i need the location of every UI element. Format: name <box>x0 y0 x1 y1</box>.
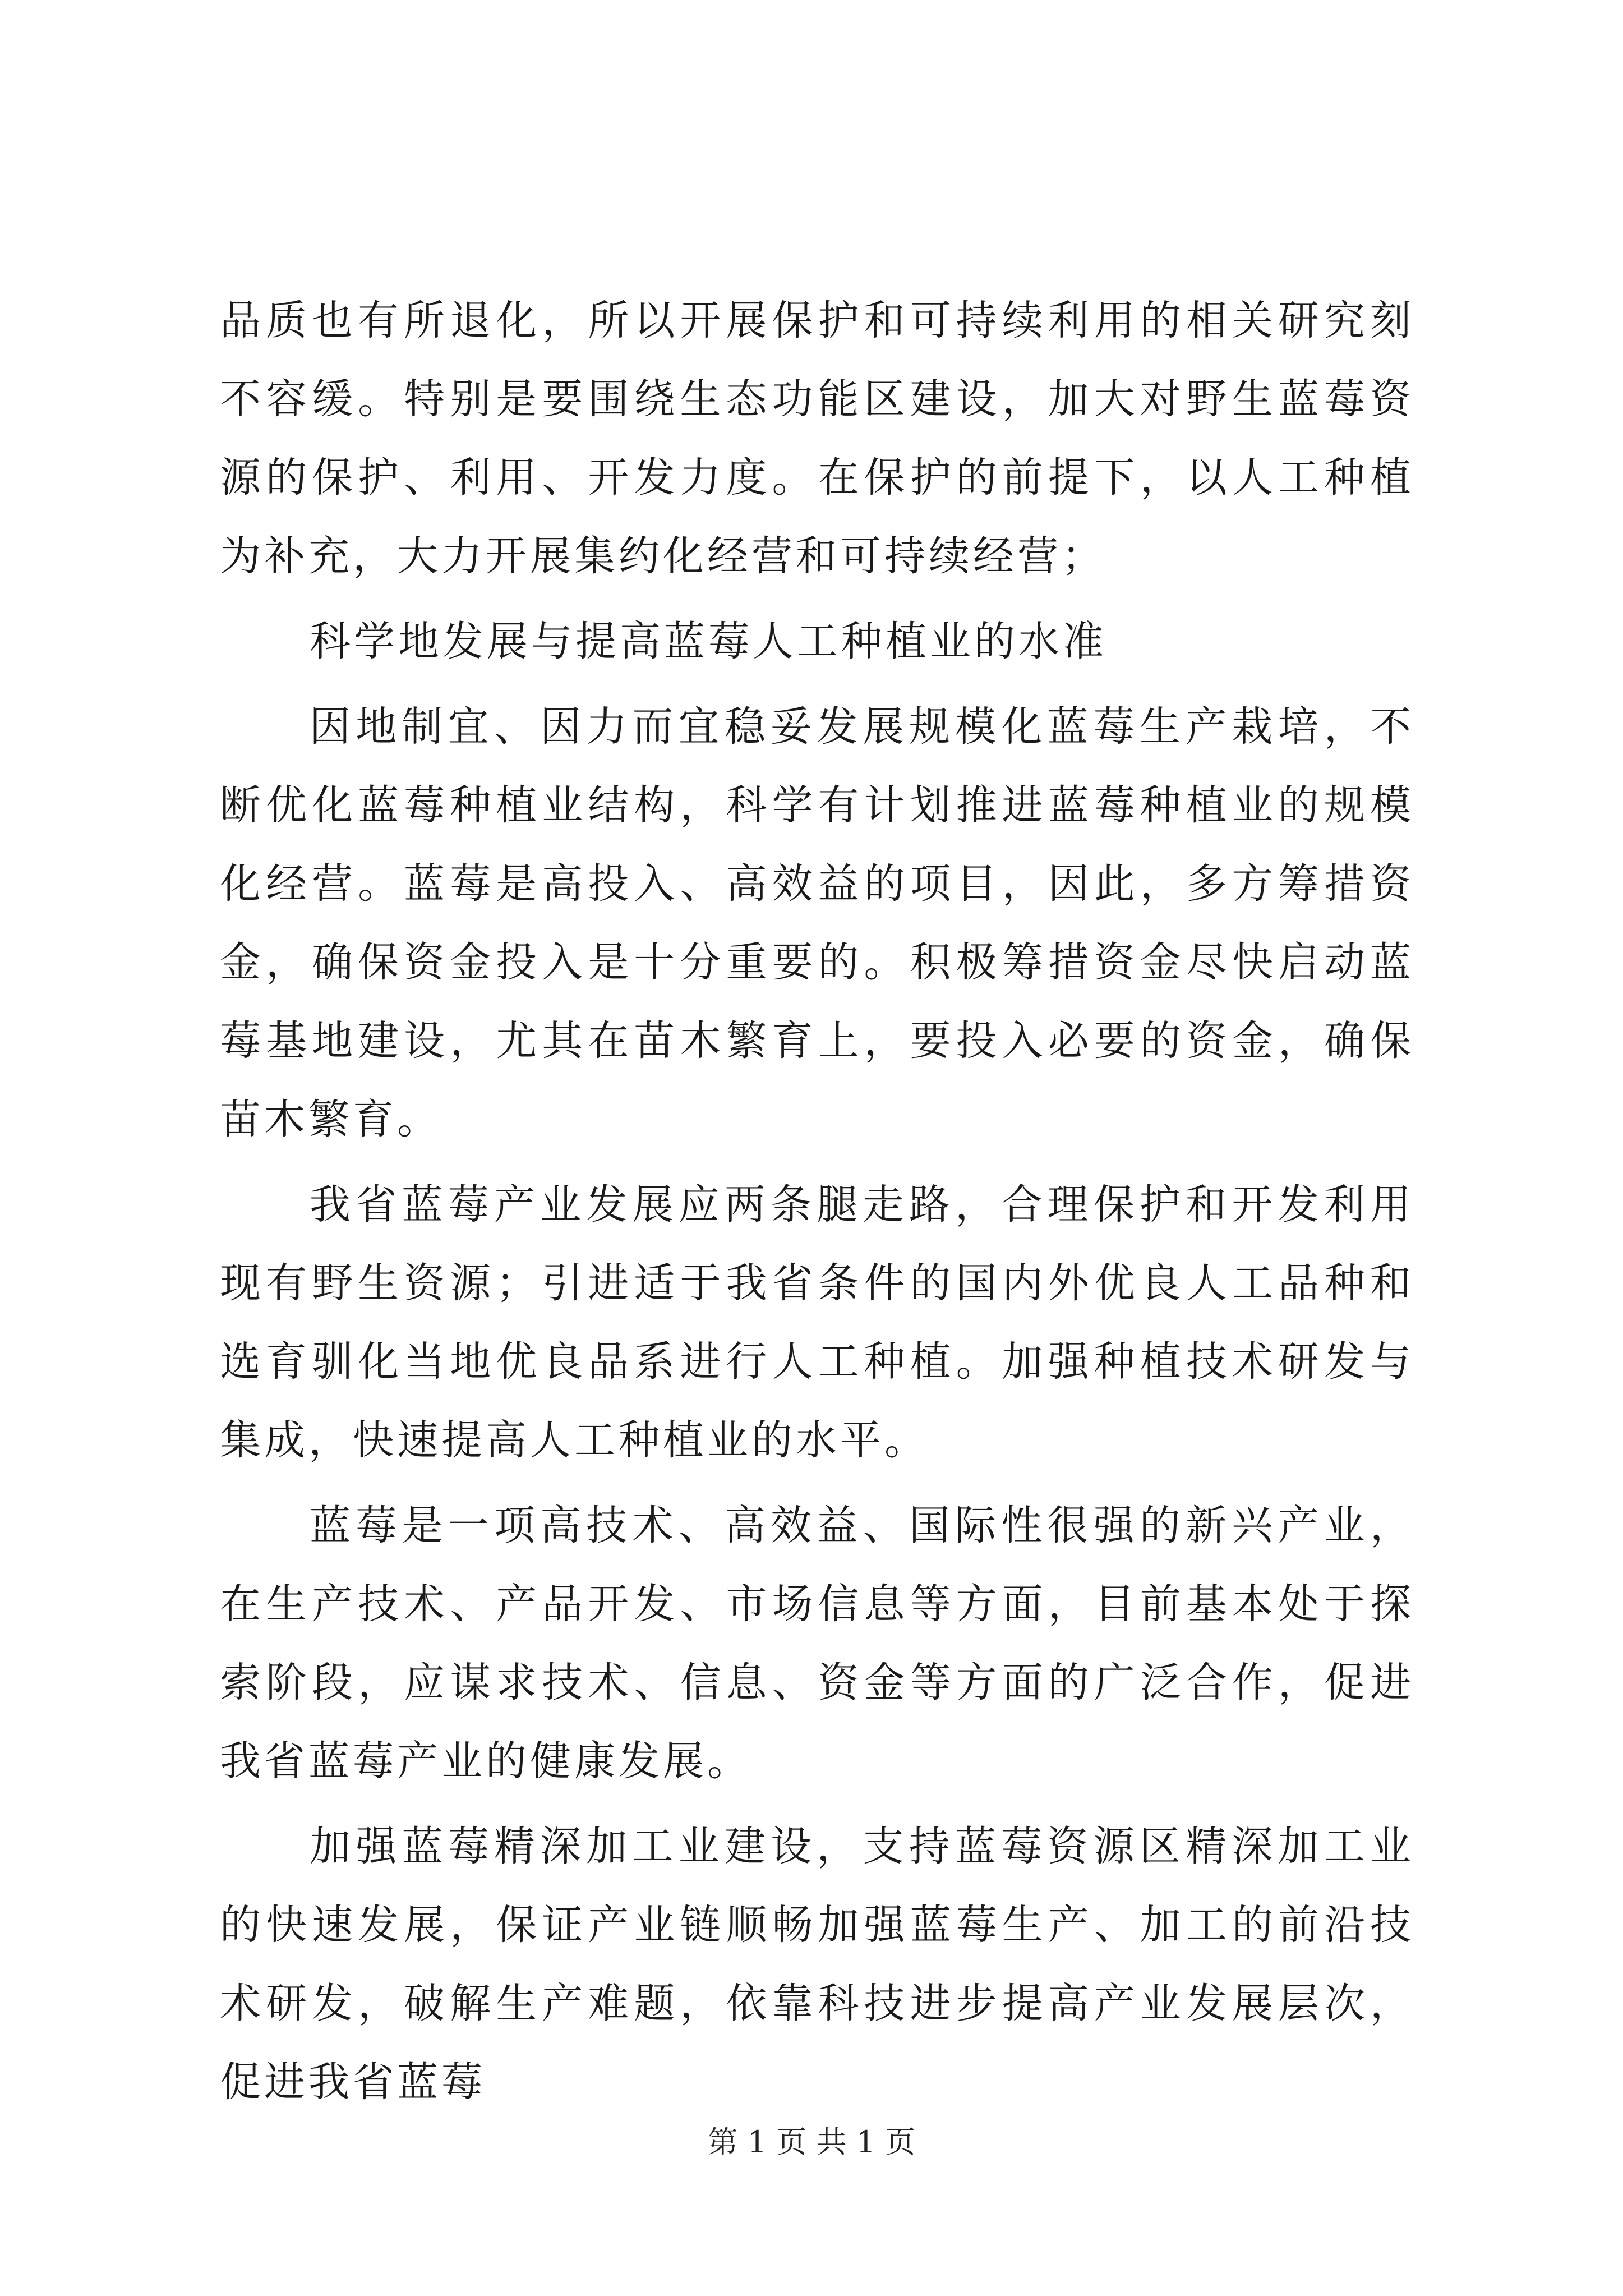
paragraph: 因地制宜、因力而宜稳妥发展规模化蓝莓生产栽培，不断优化蓝莓种植业结构，科学有计划推进蓝莓种植业的规模化经营。蓝莓是高投入、高效益的项目，因此，多方筹措资金，确保资金投入是十分重要的。积极筹措资金尽快启动蓝莓基地建设，尤其在苗木繁育上，要投入必要的资金，确保苗木繁育。 <box>220 703 1414 1143</box>
document-body <box>220 282 1414 2122</box>
section-heading: 科学地发展与提高蓝莓人工种植业的水准 <box>310 618 1107 665</box>
page-footer: 第 1 页 共 1 页 <box>707 2124 916 2160</box>
paragraph: 我省蓝莓产业发展应两条腿走路，合理保护和开发利用现有野生资源；引进适于我省条件的国内外优良人工品种和选育驯化当地优良品系进行人工种植。加强种植技术研发与集成，快速提高人工种植业的水平。 <box>220 1181 1414 1464</box>
paragraph: 加强蓝莓精深加工业建设，支持蓝莓资源区精深加工业的快速发展，保证产业链顺畅加强蓝莓生产、加工的前沿技术研发，破解生产难题，依靠科技进步提高产业发展层次，促进我省蓝莓 <box>220 1823 1414 2106</box>
paragraph-continuation: 品质也有所退化，所以开展保护和可持续利用的相关研究刻不容缓。特别是要围绕生态功能区建设，加大对野生蓝莓资源的保护、利用、开发力度。在保护的前提下，以人工种植为补充，大力开展集约化经营和可持续经营； <box>220 297 1414 580</box>
paragraph: 蓝莓是一项高技术、高效益、国际性很强的新兴产业，在生产技术、产品开发、市场信息等方面，目前基本处于探索阶段，应谋求技术、信息、资金等方面的广泛合作，促进我省蓝莓产业的健康发展。 <box>220 1502 1414 1785</box>
